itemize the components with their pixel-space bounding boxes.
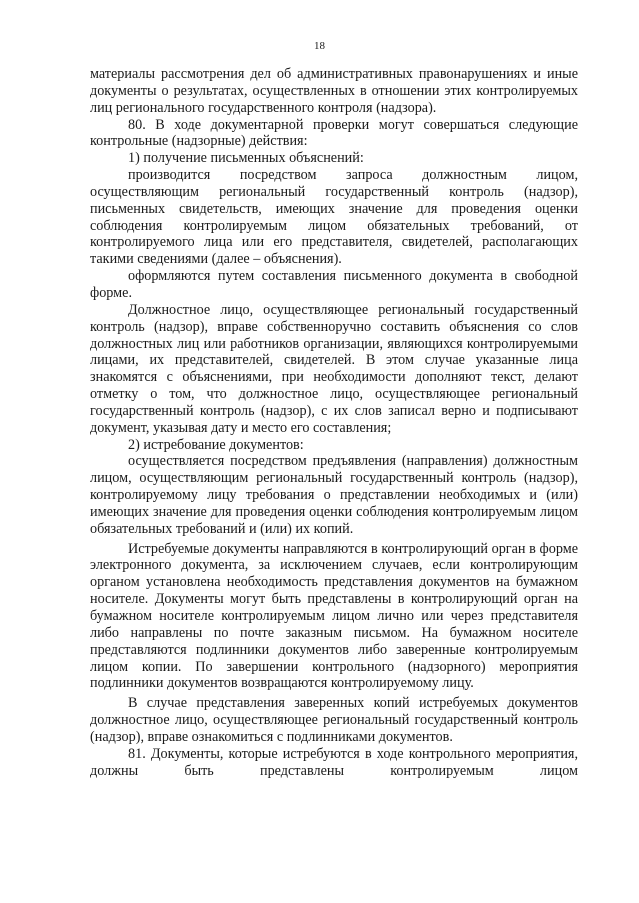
page-number: 18 bbox=[314, 40, 325, 52]
paragraph-item-80: 80. В ходе документарной проверки могут совершаться следующие контрольные (надзорные) действия: bbox=[90, 116, 578, 150]
document-body bbox=[90, 66, 578, 779]
paragraph-documents-request: осуществляется посредством предъявления (направления) должностным лицом, осуществляющим региональный государственный контроль (надзор), контролируемому лицу требования о представлении необходимых и (или) имеющих значение для проведения оценки соблюдения контролируемым лицом обязательных требований и (или) их копий. bbox=[90, 453, 578, 537]
paragraph-item-81: 81. Документы, которые истребуются в ходе контрольного мероприятия, должны быть представлены контролируемым лицом bbox=[90, 745, 578, 779]
paragraph-explanations-procedure: производится посредством запроса должностным лицом, осуществляющим региональный государственный контроль (надзор), письменных свидетельств, имеющих значение для проведения оценки соблюдения контролируемым лицом обязательных требований, от контролируемого лица или его представителя, свидетелей, располагающих такими сведениями (далее – объяснения). bbox=[90, 167, 578, 268]
paragraph-materials: материалы рассмотрения дел об административных правонарушениях и иные документы о результатах, осуществленных в отношении этих контролируемых лиц регионального государственного контроля (надзора). bbox=[90, 66, 578, 116]
paragraph-documents-submission: Истребуемые документы направляются в контролирующий орган в форме электронного документа, за исключением случаев, если контролирующим органом установлена необходимость представления документов на бумажном носителе. Документы могут быть представлены в контролирующий орган на бумажном носителе контролируемым лицом лично или через представителя либо направлены по почте заказным письмом. На бумажном носителе представляются подлинники документов либо заверенные контролируемым лицом копии. По завершении контрольного (надзорного) мероприятия подлинники документов возвращаются контролируемому лицу. bbox=[90, 540, 578, 692]
paragraph-explanations-form: оформляются путем составления письменного документа в свободной форме. bbox=[90, 268, 578, 301]
paragraph-subitem-1-heading: 1) получение письменных объяснений: bbox=[128, 150, 364, 167]
paragraph-official-rights: Должностное лицо, осуществляющее региональный государственный контроль (надзор), вправе собственноручно составить объяснения со слов должностных лиц или работников организации, являющихся контролируемыми лицами, их представителей, свидетелей. В этом случае указанные лица знакомятся с объяснениями, при необходимости дополняют текст, делают отметку о том, что должностное лицо, осуществляющее региональный государственный контроль (надзор), с их слов записал верно и подписывают документ, указывая дату и место его составления; bbox=[90, 301, 578, 436]
paragraph-subitem-2-heading: 2) истребование документов: bbox=[128, 436, 304, 453]
paragraph-certified-copies: В случае представления заверенных копий истребуемых документов должностное лицо, осуществляющее региональный государственный контроль (надзор), вправе ознакомиться с подлинниками документов. bbox=[90, 695, 578, 745]
